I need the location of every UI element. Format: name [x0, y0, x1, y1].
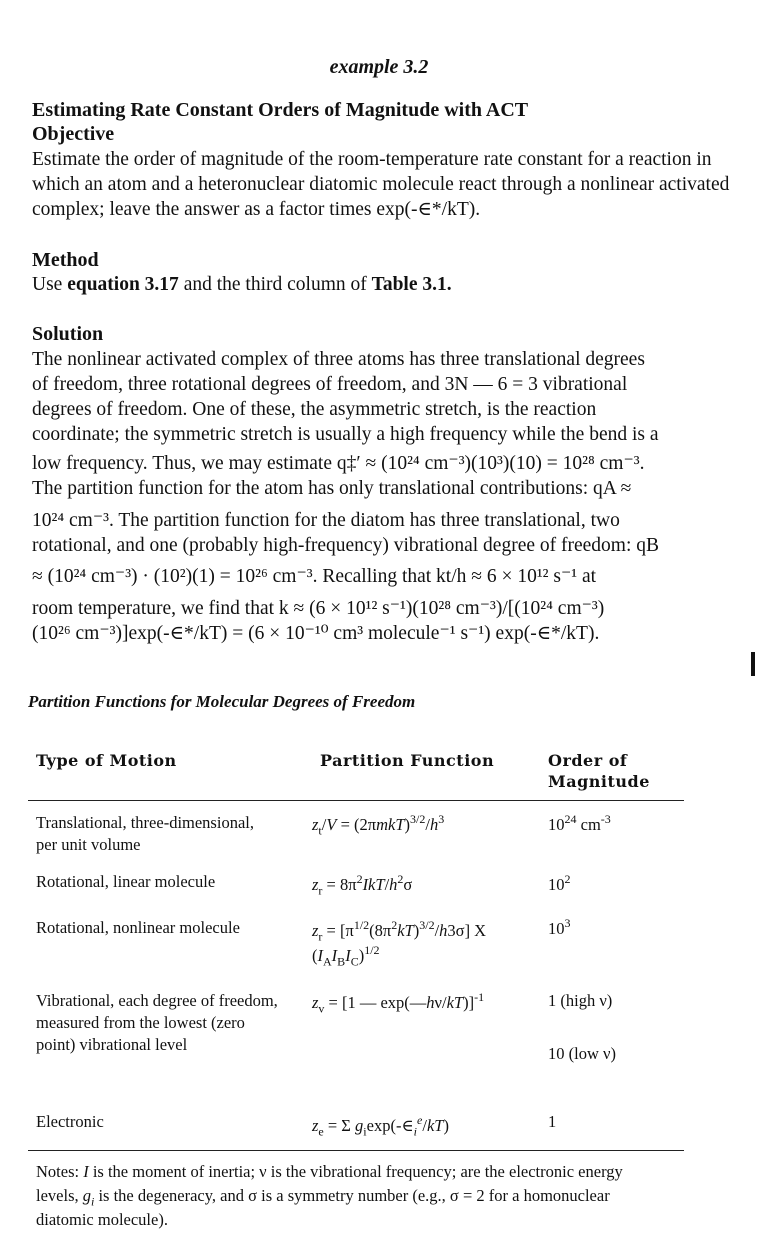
table-notes — [36, 1160, 686, 1232]
method-label: Method — [32, 249, 99, 271]
solution-line: ≈ (10²⁴ cm⁻³) · (10²)(1) = 10²⁶ cm⁻³. Recalling that kt/h ≈ 6 × 10¹² s⁻¹ at — [32, 566, 597, 587]
objective-label: Objective — [32, 123, 115, 145]
row-rotational-nonlinear-function: $z_r = [\pi^{1/2}(8\pi^2kT)^{3/2}/h3\sigma]$ X $(I_AI_BI_C)^{1/2}$ — [312, 917, 487, 969]
row-translational-function: $z_t/V = (2\pi mkT)^{3/2}/h^3$ — [312, 811, 445, 838]
solution-line: rotational, and one (probably high-frequency) vibrational degree of freedom: qB — [32, 535, 660, 556]
solution-line: of freedom, three rotational degrees of freedom, and 3N — 6 = 3 vibrational — [32, 374, 628, 395]
motion-line: per unit volume — [36, 835, 141, 854]
motion-line: point) vibrational level — [36, 1035, 188, 1054]
method-prefix: Use — [32, 274, 68, 295]
motion-line: Vibrational, each degree of freedom, — [36, 991, 278, 1010]
solution-line: 10²⁴ cm⁻³. The partition function for the diatom has three translational, two — [32, 510, 620, 531]
table-header-rule — [28, 800, 684, 801]
row-vibrational-motion — [36, 990, 278, 1056]
notes-line: diatomic molecule). — [36, 1210, 168, 1229]
row-translational-motion — [36, 812, 254, 856]
solution-body — [32, 347, 738, 646]
motion-line: Translational, three-dimensional, — [36, 813, 254, 832]
row-electronic-motion: Electronic — [36, 1112, 104, 1131]
table-reference: Table 3.1. — [371, 274, 452, 295]
section-heading: Estimating Rate Constant Orders of Magnitude with ACT — [32, 99, 529, 121]
solution-label: Solution — [32, 323, 104, 345]
solution-line: room temperature, we find that k ≈ (6 × 10¹² s⁻¹)(10²⁸ cm⁻³)/[(10²⁴ cm⁻³) — [32, 598, 605, 619]
solution-line: (10²⁶ cm⁻³)]exp(-∈*/kT) = (6 × 10⁻¹⁰ cm³ molecule⁻¹ s⁻¹) exp(-∈*/kT). — [32, 623, 600, 644]
row-rotational-nonlinear-motion: Rotational, nonlinear molecule — [36, 918, 240, 937]
row-electronic-function: $z_e = \Sigma$ $g_i\exp(-\in_i^e/kT)$ — [312, 1112, 449, 1139]
row-rotational-linear-order: $10^2$ — [548, 871, 571, 894]
text-cursor — [751, 652, 755, 676]
method-middle: and the third column of — [178, 274, 372, 295]
header-type-of-motion: Type of Motion — [36, 751, 177, 770]
motion-line: measured from the lowest (zero — [36, 1013, 245, 1032]
notes-line: levels, $g_i$ is the degeneracy, and σ is a symmetry number (e.g., σ = 2 for a homonuclear — [36, 1186, 610, 1209]
row-translational-order: $10^{24}$ $cm^{-3}$ — [548, 811, 611, 834]
example-label: example 3.2 — [329, 56, 429, 78]
solution-line: The partition function for the atom has only translational contributions: qA ≈ — [32, 478, 632, 499]
row-vibrational-order-low: 10 (low ν) — [548, 1044, 616, 1063]
notes-line: Notes: I is the moment of inertia; ν is the vibrational frequency; are the electronic energy — [36, 1162, 623, 1181]
table-footer-rule — [28, 1150, 684, 1151]
solution-line: The nonlinear activated complex of three atoms has three translational degrees — [32, 349, 645, 370]
header-order-line2: Magnitude — [548, 772, 650, 791]
solution-line: low frequency. Thus, we may estimate q‡′ ≈ (10²⁴ cm⁻³)(10³)(10) = 10²⁸ cm⁻³. — [32, 453, 645, 474]
row-vibrational-order-high: 1 (high ν) — [548, 991, 613, 1010]
row-rotational-nonlinear-order: $10^3$ — [548, 915, 571, 938]
solution-line: coordinate; the symmetric stretch is usually a high frequency while the bend is a — [32, 424, 659, 445]
table-caption: Partition Functions for Molecular Degrees of Freedom — [28, 692, 416, 711]
method-text — [32, 272, 738, 297]
header-partition-function: Partition Function — [320, 751, 495, 770]
row-vibrational-function: $z_v = [1$ — exp(—hν/kT)]$^{-1}$ — [312, 989, 485, 1016]
row-rotational-linear-function: $z_r = 8\pi^2IkT/h^2\sigma$ — [312, 871, 413, 898]
row-electronic-order: 1 — [548, 1112, 557, 1131]
row-rotational-linear-motion: Rotational, linear molecule — [36, 872, 216, 891]
header-order-line1: Order of — [548, 751, 628, 770]
equation-reference: equation 3.17 — [67, 274, 179, 295]
solution-line: degrees of freedom. One of these, the asymmetric stretch, is the reaction — [32, 399, 597, 420]
objective-text: Estimate the order of magnitude of the room-temperature rate constant for a reaction in which an atom and a heteronuclear diatomic molecule react through a nonlinear activated complex; leave the answer as a factor times exp(-∈*/kT). — [32, 149, 730, 220]
